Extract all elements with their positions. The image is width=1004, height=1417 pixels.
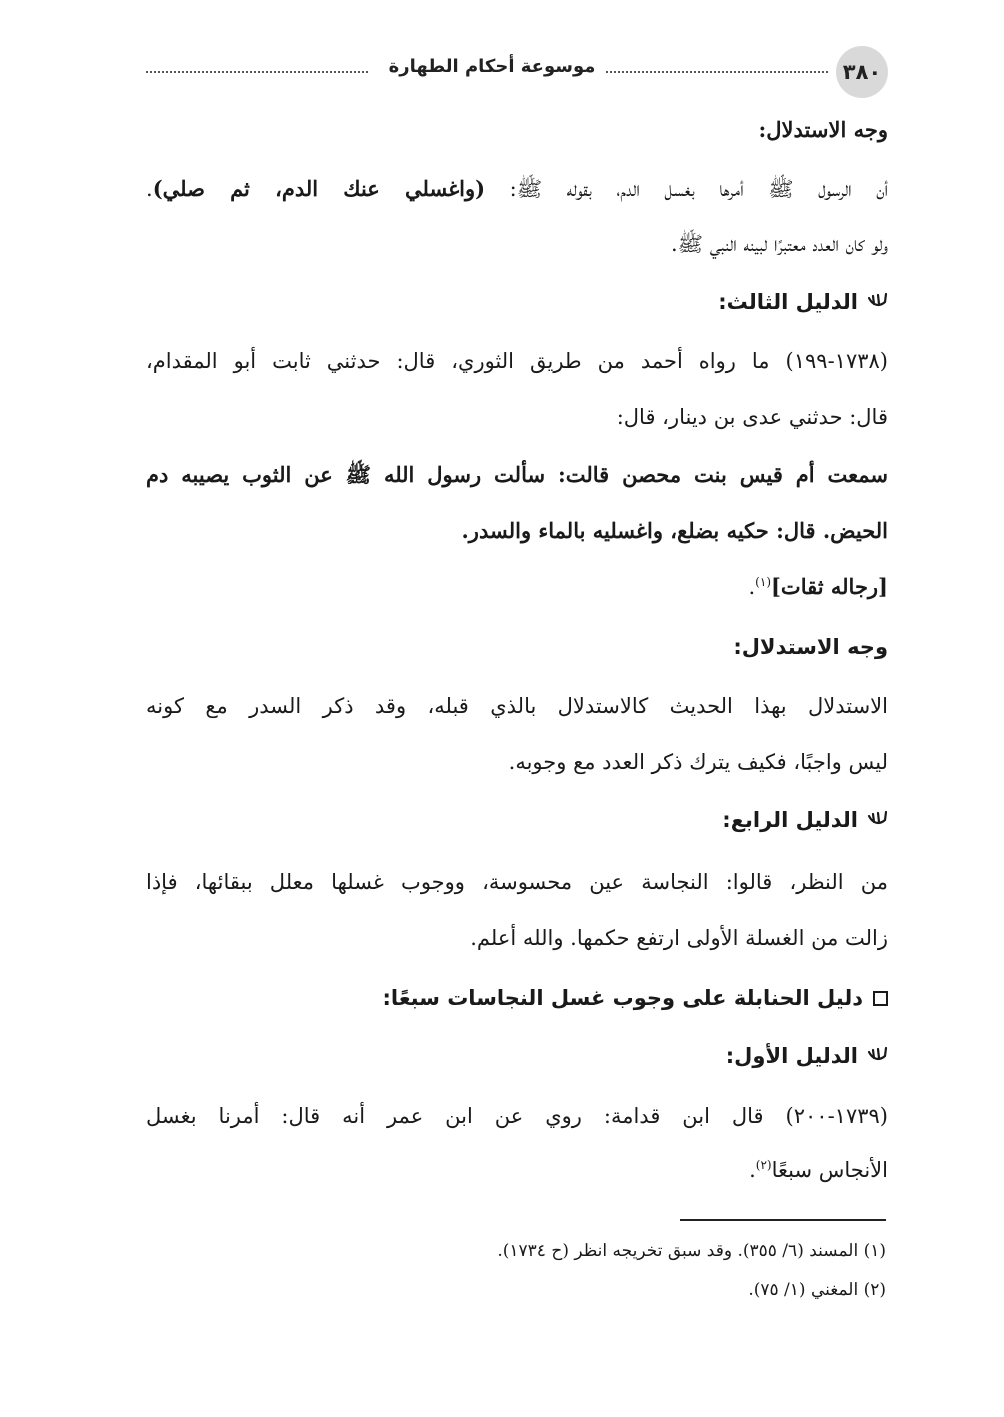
grading-line <box>748 572 888 602</box>
heading-text: الدليل الأول: <box>725 1044 858 1068</box>
paragraph-line <box>749 1155 888 1185</box>
paragraph-line: (١٧٣٨-١٩٩) ما رواه أحمد من طريق الثوري، قال: حدثني ثابت أبو المقدام، <box>146 349 888 373</box>
paragraph-line: الاستدلال بهذا الحديث كالاستدلال بالذي قبله، وقد ذكر السدر مع كونه <box>146 694 888 718</box>
header-dotted-rule-left <box>146 71 368 73</box>
text-span: . <box>748 575 756 599</box>
footnote-separator <box>680 1219 886 1221</box>
text-span: . <box>749 1158 756 1182</box>
hadith-line: سمعت أم قيس بنت محصن قالت: سألت رسول الله ﷺ عن الثوب يصيبه دم <box>146 462 888 487</box>
paragraph-line: قال: حدثني عدى بن دينار، قال: <box>616 405 888 429</box>
paragraph-line: من النظر، قالوا: النجاسة عين محسوسة، ووجوب غسلها معلل ببقائها، فإذا <box>146 870 888 894</box>
section-heading-third-evidence <box>718 287 888 317</box>
section-heading-first-evidence <box>726 1041 888 1071</box>
section-heading-fourth-evidence <box>722 805 888 835</box>
pointing-hand-icon <box>866 1044 888 1066</box>
page-header <box>146 46 888 100</box>
heading-text: الدليل الرابع: <box>722 808 858 832</box>
text-span: . <box>146 177 153 201</box>
paragraph-line: زالت من الغسلة الأولى ارتفع حكمها. والله أعلم. <box>470 926 888 950</box>
hadith-line: الحيض. قال: حكيه بضلع، واغسليه بالماء والسدر. <box>461 518 888 543</box>
running-title: موسوعة أحكام الطهارة <box>388 56 596 77</box>
footnote-ref: (١) <box>755 575 771 589</box>
text-span: الأنجاس سبعًا <box>771 1158 888 1182</box>
paragraph-line: ولو كان العدد معتبرًا لبينه النبي ﷺ. <box>670 232 888 256</box>
text-span: أن الرسول ﷺ أمرها بغسل الدم، بقوله ﷺ: <box>485 177 888 201</box>
paragraph-line <box>146 174 888 204</box>
paragraph-line: (١٧٣٩-٢٠٠) قال ابن قدامة: روي عن ابن عمر أنه قال: أمرنا بغسل <box>146 1104 888 1128</box>
subheading-wajh: وجه الاستدلال: <box>733 635 888 659</box>
footnote-1: (١) المسند (٦/ ٣٥٥). وقد سبق تخريجه انظر (ح ١٧٣٤). <box>497 1241 886 1261</box>
hadith-quote: (واغسلي عنك الدم، ثم صلي) <box>152 176 486 201</box>
paragraph-line: ليس واجبًا، فكيف يترك ذكر العدد مع وجوبه. <box>508 750 888 774</box>
pointing-hand-icon <box>866 290 888 312</box>
heading-text: دليل الحنابلة على وجوب غسل النجاسات سبعًا: <box>382 986 863 1010</box>
pointing-hand-icon <box>866 808 888 830</box>
subheading-wajh: وجه الاستدلال: <box>758 117 888 142</box>
section-heading-hanbali <box>383 983 888 1013</box>
footnote-2: (٢) المغني (١/ ٧٥). <box>748 1280 886 1300</box>
page-number: ٣٨٠ <box>836 46 888 98</box>
square-bullet-icon <box>873 991 888 1006</box>
heading-text: الدليل الثالث: <box>718 290 858 314</box>
grading-text: [رجاله ثقات] <box>771 574 888 599</box>
footnote-ref: (٢) <box>755 1158 772 1172</box>
header-dotted-rule-right <box>606 71 828 73</box>
